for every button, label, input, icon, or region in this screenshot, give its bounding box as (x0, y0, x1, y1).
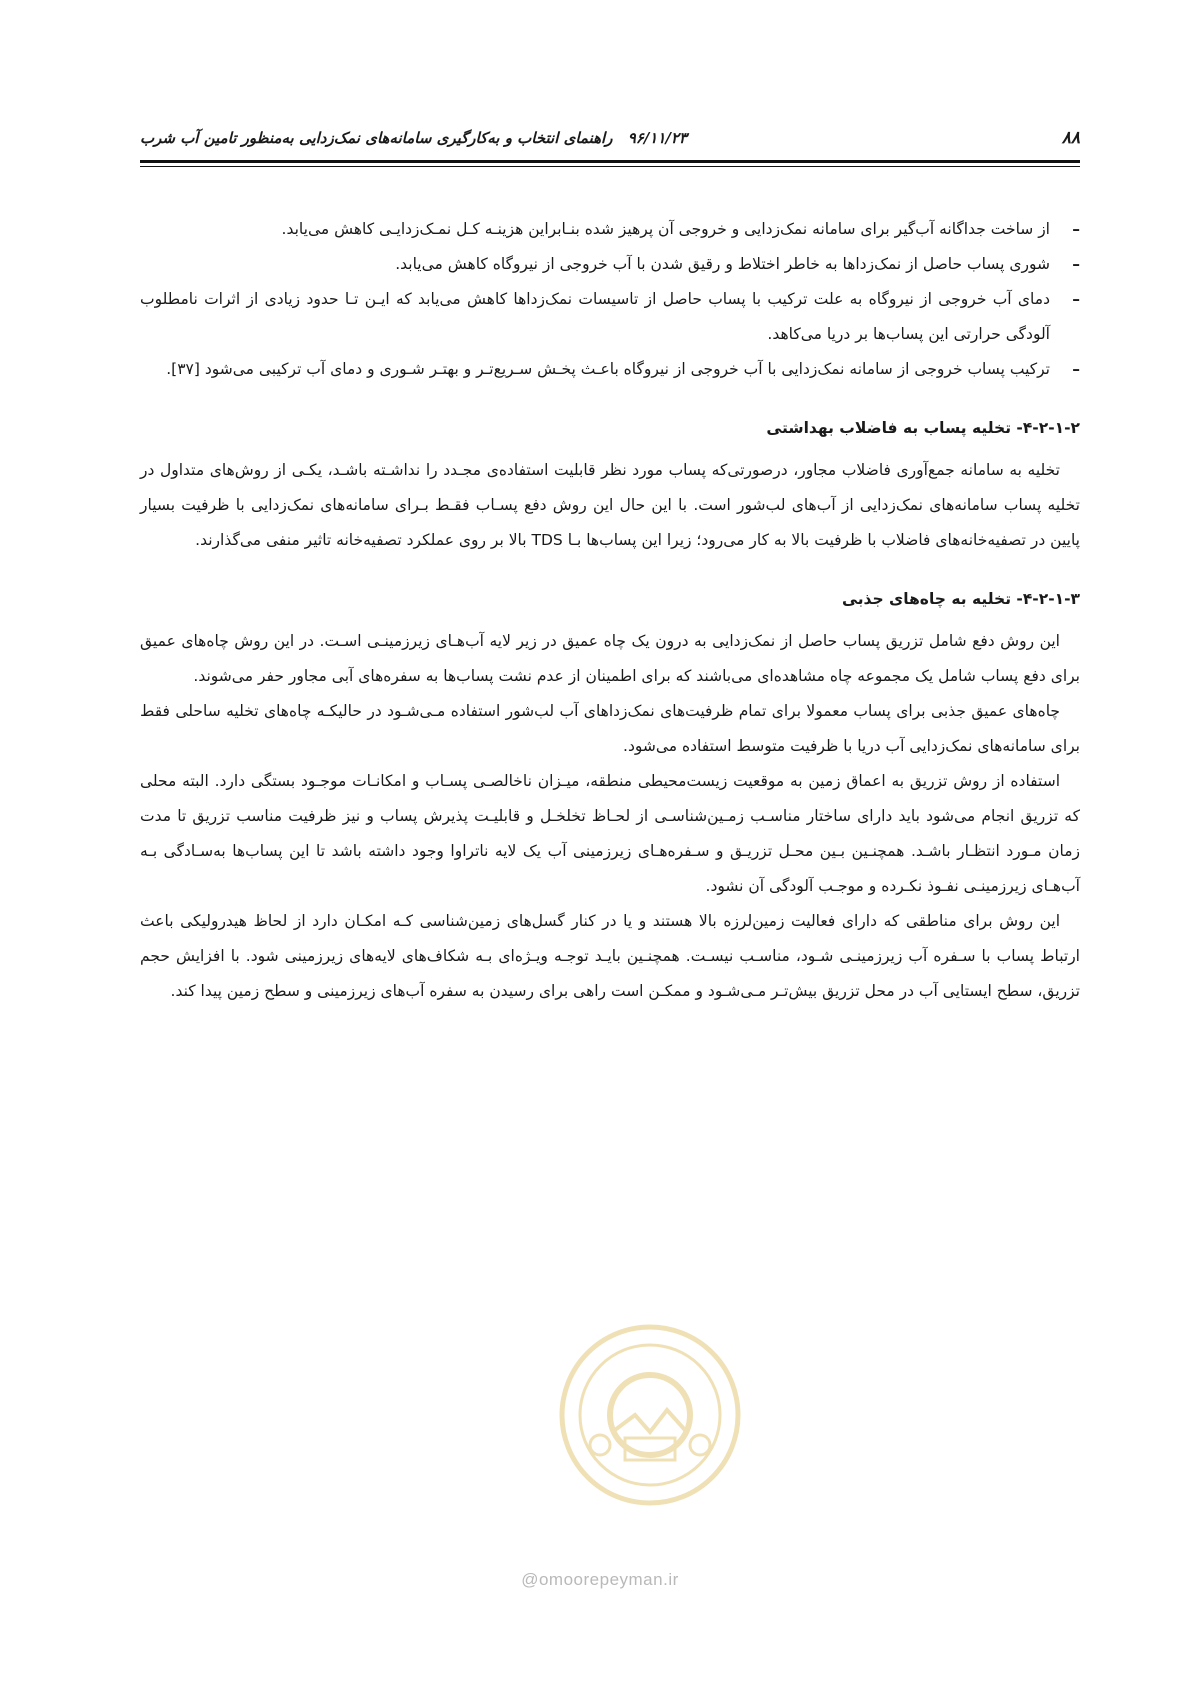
bullet-marker: – (1072, 255, 1080, 273)
bullet-text: شوری پساب حاصل از نمک‌زداها به خاطر اختلاط و رقیق شدن با آب خروجی از نیروگاه کاهش می‌یابد. (395, 255, 1050, 273)
section-heading: ۴-۲-۱-۳- تخلیه به چاه‌های جذبی (842, 590, 1080, 608)
page-number: ۸۸ (1061, 128, 1080, 148)
bullet-marker: – (1072, 360, 1080, 378)
bullet-text: از ساخت جداگانه آب‌گیر برای سامانه نمک‌زدایی و خروجی آن پرهیز شده بنـابراین هزینـه کـل نمـک‌زدایـی کاهش می‌یابد. (281, 220, 1050, 238)
section-heading: ۴-۲-۱-۲- تخلیه پساب به فاضلاب بهداشتی (766, 419, 1080, 437)
bullet-item (140, 247, 1080, 282)
bullet-item (140, 212, 1080, 247)
page-header (140, 128, 1080, 156)
bullet-marker: – (1072, 290, 1080, 308)
header-rule-thick (140, 160, 1080, 163)
bullet-marker: – (1072, 220, 1080, 238)
running-title (140, 129, 687, 147)
paragraph: استفاده از روش تزریق به اعماق زمین به موقعیت زیست‌محیطی منطقه، میـزان ناخالصـی پسـاب و امکانـات موجـود بستگی دارد. البته محلی که تزریق انجام می‌شود باید دارای ساختار مناسـب زمـین‌شناسـی از لحـاظ تخلخـل و قابلیـت پذیرش پساب و نیز ظرفیت مناسب تزریق تا مدت زمان مـورد انتظـار باشـد. همچنـین بـین محـل تزریـق و سـفره‌هـای زیرزمینی آب یک لایه ناتراوا وجود داشته باشد تا این پساب‌ها به‌سـادگی بـه آب‌هـای زیرزمینـی نفـوذ نکـرده و موجـب آلودگی آن نشود. (140, 772, 1080, 895)
body-content (140, 212, 1080, 1009)
bullet-text: ترکیب پساب خروجی از سامانه نمک‌زدایی با آب خروجی از نیروگاه باعـث پخـش سـریع‌تـر و بهتـر شـوری و دمای آب ترکیبی می‌شود [۳۷]. (166, 360, 1050, 378)
watermark-seal-icon (555, 1320, 745, 1510)
paragraph: این روش دفع شامل تزریق پساب حاصل از نمک‌زدایی به درون یک چاه عمیق در زیر لایه آب‌هـای زیرزمینـی اسـت. در این روش چاه‌های عمیق برای دفع پساب شامل یک مجموعه چاه مشاهده‌ای می‌باشند که برای اطمینان از عدم نشت پساب‌ها به سفره‌های آبی مجاور حفر می‌شوند. (140, 632, 1080, 685)
paragraph: این روش برای مناطقی که دارای فعالیت زمین‌لرزه بالا هستند و یا در کنار گسل‌های زمین‌شناسی کـه امکـان دارد از لحاظ هیدرولیکی باعث ارتباط پساب با سـفره آب زیرزمینـی شـود، مناسـب نیسـت. همچنـین بایـد توجـه ویـژه‌ای بـه شکاف‌های لایه‌های زیرزمینی شود. با افزایش حجم تزریق، سطح ایستایی آب در محل تزریق بیش‌تـر مـی‌شـود و ممکـن است راهی برای رسیدن به سفره آب‌های زیرزمینی و سطح زمین پیدا کند. (140, 912, 1080, 1000)
bullet-text: دمای آب خروجی از نیروگاه به علت ترکیب با پساب حاصل از تاسیسات نمک‌زداها کاهش می‌یابد که ایـن تـا حدود زیادی از اثرات نامطلوب آلودگی حرارتی این پساب‌ها بر دریا می‌کاهد. (140, 290, 1050, 343)
header-title: راهنمای انتخاب و به‌کارگیری سامانه‌های نمک‌زدایی به‌منظور تامین آب شرب (140, 129, 613, 147)
header-date: ۹۶/۱۱/۲۳ (627, 129, 687, 147)
watermark-site: @omoorepeyman.ir (521, 1570, 679, 1589)
header-rule-thin (140, 166, 1080, 167)
bullet-item (140, 282, 1080, 352)
paragraph: تخلیه به سامانه جمع‌آوری فاضلاب مجاور، درصورتی‌که پساب مورد نظر قابلیت استفاده‌ی مجـدد را نداشـته باشـد، یکـی از روش‌های متداول در تخلیه پساب سامانه‌های نمک‌زدایی از آب‌های لب‌شور است. با این حال این روش دفع پسـاب فقـط بـرای سامانه‌های نمک‌زدایی با ظرفیت بسیار پایین در تصفیه‌خانه‌های فاضلاب با ظرفیت بالا به کار می‌رود؛ زیرا این پساب‌ها بـا TDS بالا بر روی عملکرد تصفیه‌خانه تاثیر منفی می‌گذارند. (140, 461, 1080, 549)
bullet-item (140, 352, 1080, 387)
bullet-list (140, 212, 1080, 387)
paragraph: چاه‌های عمیق جذبی برای پساب معمولا برای تمام ظرفیت‌های نمک‌زداهای آب لب‌شور استفاده مـی‌شـود در حالیکـه چاه‌های تخلیه ساحلی فقط برای سامانه‌های نمک‌زدایی آب دریا با ظرفیت متوسط استفاده می‌شود. (140, 702, 1080, 755)
